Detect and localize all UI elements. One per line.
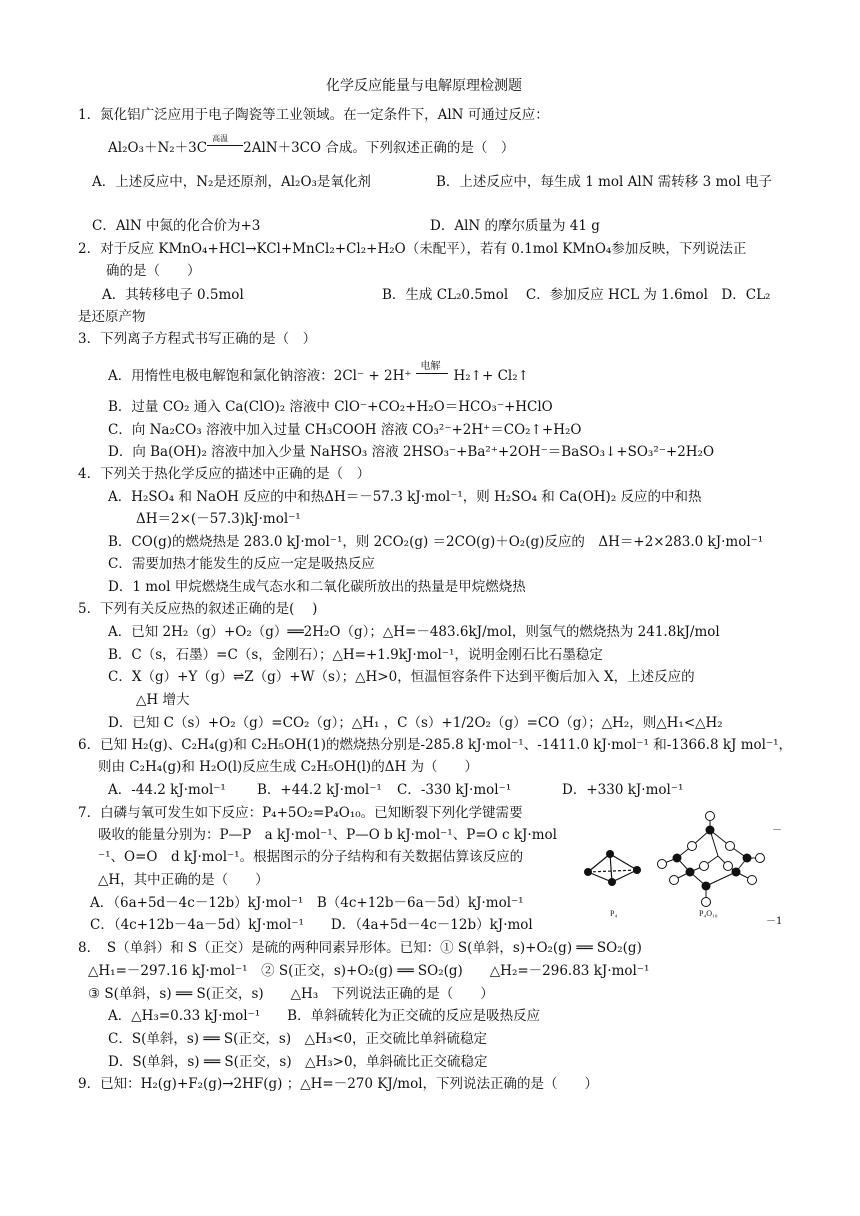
page-title: 化学反应能量与电解原理检测题: [326, 78, 522, 94]
p4-label: P₄: [610, 909, 618, 918]
q4-option-a-1: A．H₂SO₄ 和 NaOH 反应的中和热ΔH＝－57.3 kJ·mol⁻¹，则 H₂SO₄ 和 Ca(OH)₂ 反应的中和热: [108, 489, 702, 505]
q7-overflow-mark-top: －: [772, 825, 782, 836]
q1-option-b: B．上述反应中，每生成 1 mol AlN 需转移 3 mol 电子: [436, 174, 773, 190]
q3-option-a-right: H₂↑+ Cl₂↑: [453, 368, 529, 384]
q7-stem-3: ⁻¹、O=O d kJ·mol⁻¹。根据图示的分子结构和有关数据估算该反应的: [98, 849, 524, 865]
q4-option-a-2: ΔH＝2×(－57.3)kJ·mol⁻¹: [136, 511, 301, 527]
q7-options-cd: C．（4c+12b－4a－5d）kJ·mol⁻¹ D．（4a+5d－4c－12b）kJ·mol: [90, 917, 533, 933]
q1-equation-right: 2AlN＋3CO 合成。下列叙述正确的是（ ）: [243, 140, 515, 156]
q6-stem-2: 则由 C₂H₄(g)和 H₂O(l)反应生成 C₂H₅OH(l)的ΔH 为（ ）: [98, 759, 479, 775]
q3-stem: 3．下列离子方程式书写正确的是（ ）: [78, 331, 317, 347]
q4-option-d: D．1 mol 甲烷燃烧生成气态水和二氧化碳所放出的热量是甲烷燃烧热: [108, 579, 526, 595]
q1-condition: 高温: [212, 134, 229, 143]
q2-stem-2: 确的是（ ）: [106, 263, 201, 279]
q1-equation: [108, 134, 515, 157]
q4-stem: 4．下列关于热化学反应的描述中正确的是（ ）: [78, 466, 371, 482]
q5-option-c-2: △H 增大: [136, 692, 190, 708]
q2-continuation: 是还原产物: [78, 309, 146, 325]
q1-equation-left: Al₂O₃＋N₂＋3C: [108, 140, 208, 156]
q6-option-b: B．+44.2 kJ·mol⁻¹: [257, 782, 382, 798]
q7-overflow-mark-bottom: －1: [766, 916, 783, 927]
q2-options-bcd: B．生成 CL₂0.5mol C．参加反应 HCL 为 1.6mol D．CL₂: [382, 287, 771, 303]
q6-option-c: C．-330 kJ·mol⁻¹: [397, 782, 512, 798]
q6-option-d: D．+330 kJ·mol⁻¹: [562, 782, 684, 798]
q5-option-c-1: C．X（g）+Y（g）⇌Z（g）+W（s）；△H>0，恒温恒容条件下达到平衡后加入 X，上述反应的: [108, 669, 695, 685]
q2-stem-1: 2．对于反应 KMnO₄+HCl→KCl+MnCl₂+Cl₂+H₂O（未配平），若有 0.1mol KMnO₄参加反映，下列说法正: [78, 241, 747, 257]
molecule-figure: [582, 806, 772, 921]
q5-option-b: B．C（s，石墨）=C（s，金刚石）；△H=+1.9kJ·mol⁻¹，说明金刚石比石墨稳定: [108, 647, 603, 663]
q7-stem-1: 7．白磷与氧可发生如下反应：P₄+5O₂=P₄O₁₀。已知断裂下列化学键需要: [78, 805, 523, 821]
q3-option-d: D．向 Ba(OH)₂ 溶液中加入少量 NaHSO₃ 溶液 2HSO₃⁻+Ba²⁺+2OH⁻＝BaSO₃↓+SO₃²⁻+2H₂O: [108, 444, 715, 460]
p4-molecule: [584, 850, 641, 886]
q1-option-a: A．上述反应中，N₂是还原剂，Al₂O₃是氧化剂: [92, 174, 371, 190]
q8-stem-3: ③ S(单斜，s) ══ S(正交，s) △H₃ 下列说法正确的是（ ）: [88, 986, 494, 1002]
q3-option-a-left: A．用惰性电极电解饱和氯化钠溶液：2Cl⁻ + 2H⁺: [108, 368, 412, 384]
q7-stem-4: △H，其中正确的是（ ）: [98, 872, 269, 888]
q8-options-ab: A．△H₃=0.33 kJ·mol⁻¹ B．单斜硫转化为正交硫的反应是吸热反应: [108, 1008, 541, 1024]
q3-electrolysis-arrow: [412, 361, 454, 380]
p4o10-molecule: [658, 812, 765, 907]
q4-option-c: C．需要加热才能发生的反应一定是吸热反应: [108, 556, 375, 572]
q5-option-d: D．已知 C（s）+O₂（g）=CO₂（g）；△H₁ ，C（s）+1/2O₂（g）=CO（g）；△H₂，则△H₁<△H₂: [108, 715, 723, 731]
q3-option-c: C．向 Na₂CO₃ 溶液中加入过量 CH₃COOH 溶液 CO₃²⁻+2H⁺＝CO₂↑+H₂O: [108, 422, 582, 438]
q8-option-c: C．S(单斜，s) ══ S(正交，s) △H₃<0，正交硫比单斜硫稳定: [108, 1031, 488, 1047]
q1-option-d: D．AlN 的摩尔质量为 41 g: [430, 218, 600, 234]
p4o10-label: P₄O₁₀: [699, 909, 718, 918]
q9-stem: 9．已知：H₂(g)+F₂(g)→2HF(g) ；△H=－270 KJ/mol，下列说法正确的是（ ）: [78, 1076, 599, 1092]
q8-stem-2: △H₁=－297.16 kJ·mol⁻¹ ② S(正交，s)+O₂(g) ══ SO₂(g) △H₂=－296.83 kJ·mol⁻¹: [88, 963, 650, 979]
q1-option-c: C．AlN 中氮的化合价为+3: [92, 218, 261, 234]
q1-reaction-arrow: [207, 134, 243, 152]
q6-option-a: A．-44.2 kJ·mol⁻¹: [108, 782, 226, 798]
q2-option-a: A．其转移电子 0.5mol: [102, 287, 244, 303]
q3-condition: 电解: [420, 361, 441, 372]
q6-stem-1: 6．已知 H₂(g)、C₂H₄(g)和 C₂H₅OH(1)的燃烧热分别是-285.8 kJ·mol⁻¹、-1411.0 kJ·mol⁻¹ 和-1366.8 kJ mol⁻¹，: [78, 737, 792, 753]
q8-stem-1: 8． S（单斜）和 S（正交）是硫的两种同素异形体。已知：① S(单斜，s)+O₂(g) ══ SO₂(g): [78, 940, 642, 956]
q7-options-ab: A．（6a+5d－4c－12b）kJ·mol⁻¹ B（4c+12b－6a－5d）kJ·mol⁻¹: [90, 895, 524, 911]
q5-option-a: A．已知 2H₂（g）+O₂（g）══2H₂O（g）；△H=－483.6kJ/mol，则氢气的燃烧热为 241.8kJ/mol: [108, 624, 720, 640]
q8-option-d: D．S(单斜，s) ══ S(正交，s) △H₃>0，单斜硫比正交硫稳定: [108, 1054, 488, 1070]
q7-stem-2: 吸收的能量分别为：P—P a kJ·mol⁻¹、P—O b kJ·mol⁻¹、P=O c kJ·mol: [98, 827, 557, 843]
q3-option-b: B．过量 CO₂ 通入 Ca(ClO)₂ 溶液中 ClO⁻+CO₂+H₂O＝HCO₃⁻+HClO: [108, 399, 553, 415]
q4-option-b: B．CO(g)的燃烧热是 283.0 kJ·mol⁻¹，则 2CO₂(g) ＝2CO(g)＋O₂(g)反应的 ΔH＝+2×283.0 kJ·mol⁻¹: [108, 534, 764, 550]
q5-stem: 5．下列有关反应热的叙述正确的是( ): [78, 601, 318, 617]
q1-stem: 1．氮化铝广泛应用于电子陶瓷等工业领域。在一定条件下，AlN 可通过反应：: [78, 107, 549, 123]
q3-option-a: [108, 361, 529, 385]
